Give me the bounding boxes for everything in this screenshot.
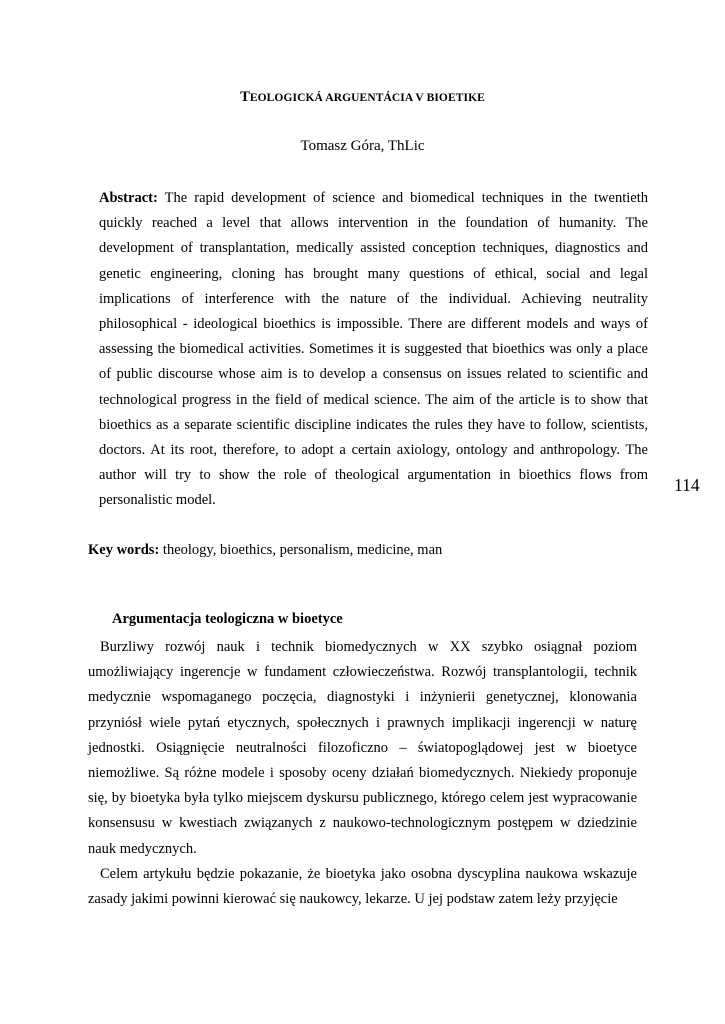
abstract-label: Abstract: (99, 190, 158, 206)
section-heading: Argumentacja teologiczna w bioetyce (112, 611, 343, 627)
author-line: Tomasz Góra, ThLic (300, 138, 425, 154)
keywords-label: Key words: (88, 542, 160, 558)
abstract-text: The rapid development of science and biomedical techniques in the twentieth quickly reached a level that allows intervention in the foundation of humanity. The development of transplantation, medically assisted conception techniques, diagnostics and genetic engineering, cloning has brought many questions of ethical, social and legal implications of interference with the nature of the individual. Achieving neutrality philosophical - ideological bioethics is impossible. There are different models and ways of assessing the biomedical activities. Sometimes it is suggested that bioethics was only a place of public discourse whose aim is to develop a consensus on issues related to scientific and technological progress in the field of medical science. The aim of the article is to show that bioethics as a separate scientific discipline indicates the rules they have to follow, scientists, doctors. At its root, therefore, to adopt a certain axiology, ontology and anthropology. The author will try to show the role of theological argumentation in bioethics flows from personalistic model. (99, 190, 648, 509)
article-title (0, 89, 725, 106)
section-body (88, 635, 637, 912)
abstract-paragraph (88, 186, 648, 514)
title-initial: T (240, 89, 250, 105)
keywords-text: theology, bioethics, personalism, medicine, man (162, 542, 443, 558)
body-paragraph: Burzliwy rozwój nauk i technik biomedycznych w XX szybko osiągnał poziom umożliwiający ingerencje w fundament człowieczeństwa. Rozwój transplantologii, technik medycznie wspomaganego poczęcia, diagnostyki i inżynierii genetycznej, klonowania przyniósł wiele pytań etycznych, społecznych i prawnych implikacji ingerencji w naturę jednostki. Osiągnięcie neutralności filozoficzno – światopoglądowej jest w bioetyce niemożliwe. Są różne modele i sposoby oceny działań biomedycznych. Niekiedy proponuje się, by bioetyka była tylko miejscem dyskursu publicznego, którego celem jest wypracowanie konsensusu w kwestiach związanych z naukowo-technologicznym postępem w dziedzinie nauk medycznych. (88, 639, 637, 857)
page-number: 114 (674, 475, 700, 495)
title-rest: EOLOGICKÁ ARGUENTÁCIA V BIOETIKE (249, 92, 485, 104)
keywords-line (88, 539, 637, 561)
body-paragraph: Celem artykułu będzie pokazanie, że bioetyka jako osobna dyscyplina naukowa wskazuje zasady jakimi powinni kierować się naukowcy, lekarze. U jej podstaw zatem leży przyjęcie (88, 865, 637, 908)
